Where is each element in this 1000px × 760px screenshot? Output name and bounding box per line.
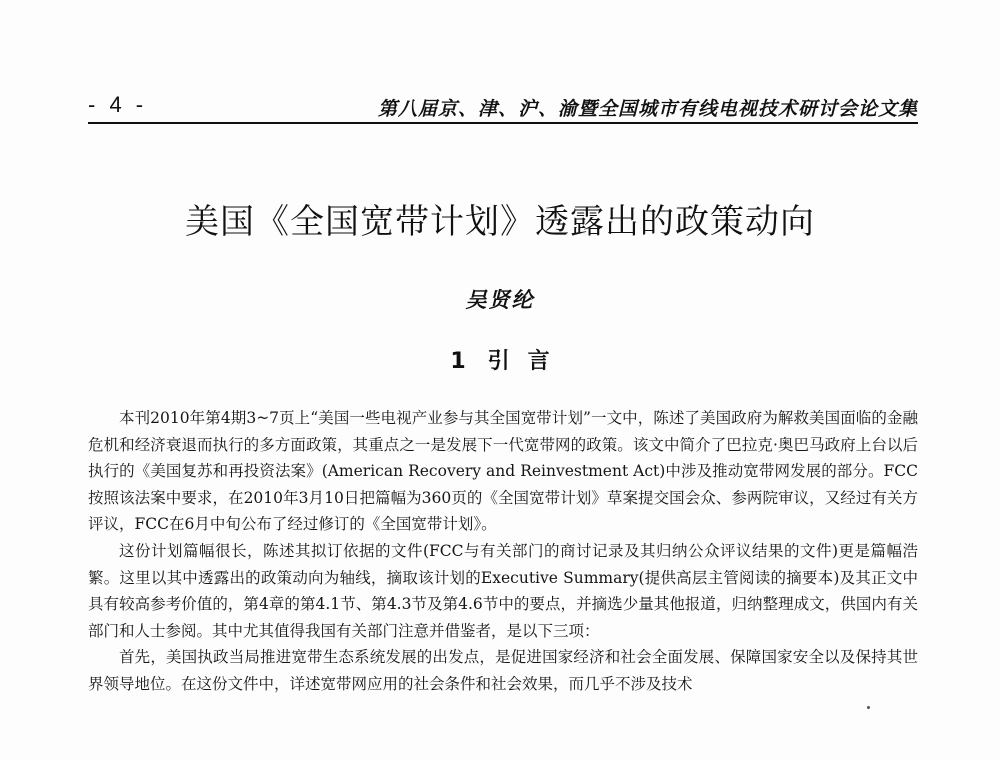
author-name: 吴贤纶 (465, 288, 535, 312)
running-header (88, 90, 918, 124)
page-number: - 4 - (88, 92, 148, 117)
section-heading (0, 344, 1000, 375)
scan-speck (867, 706, 870, 709)
body-paragraph: 本刊2010年第4期3~7页上“美国一些电视产业参与其全国宽带计划”一文中，陈述了美国政府为解救美国面临的金融危机和经济衰退而执行的多方面政策，其重点之一是发展下一代宽带网的政策。该文中简介了巴拉克·奥巴马政府上台以后执行的《美国复苏和再投资法案》(American Recovery and Reinvestment Act)中涉及推动宽带网发展的部分。FCC按照该法案中要求，在2010年3月10日把篇幅为360页的《全国宽带计划》草案提交国会众、参两院审议，又经过有关方评议，FCC在6月中旬公布了经过修订的《全国宽带计划》。 (88, 409, 918, 534)
section-title-part2: 言 (527, 349, 550, 374)
article-body (88, 405, 918, 698)
section-number: 1 (450, 349, 466, 374)
collection-title: 第八届京、津、沪、渝暨全国城市有线电视技术研讨会论文集 (377, 98, 918, 120)
section-title-part1: 引 (487, 349, 510, 374)
article-title: 美国《全国宽带计划》透露出的政策动向 (185, 202, 815, 242)
body-paragraph: 首先，美国执政当局推进宽带生态系统发展的出发点，是促进国家经济和社会全面发展、保障国家安全以及保持其世界领导地位。在这份文件中，详述宽带网应用的社会条件和社会效果，而几乎不涉及技术 (88, 648, 918, 693)
body-paragraph: 这份计划篇幅很长，陈述其拟订依据的文件(FCC与有关部门的商讨记录及其归纳公众评议结果的文件)更是篇幅浩繁。这里以其中透露出的政策动向为轴线，摘取该计划的Executive Summary(提供高层主管阅读的摘要本)及其正文中具有较高参考价值的，第4章的第4.1节、第4.3节及第4.6节中的要点，并摘选少量其他报道，归纳整理成文，供国内有关部门和人士参阅。其中尤其值得我国有关部门注意并借鉴者，是以下三项： (88, 541, 918, 640)
